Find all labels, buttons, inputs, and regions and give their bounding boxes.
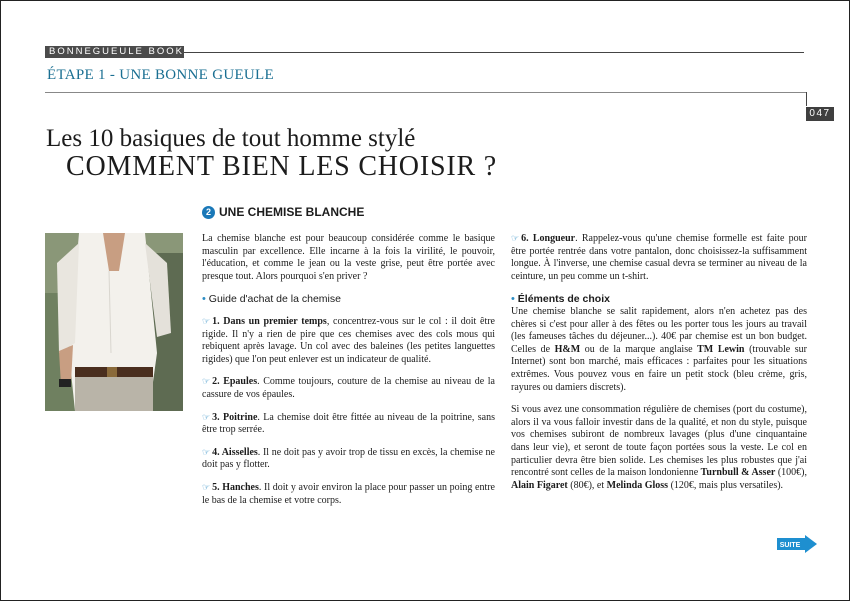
guide-item-body: . Il ne doit pas y avoir trop de tissu en excès, la chemise ne doit pas y flotter. xyxy=(202,446,495,471)
page-subtitle: COMMENT BIEN LES CHOISIR ? xyxy=(66,151,497,182)
text-run: (120€, mais plus versatiles). xyxy=(668,479,784,491)
guide-item xyxy=(202,412,495,437)
pointing-hand-icon: ☞ xyxy=(202,316,211,327)
guide-item xyxy=(202,376,495,401)
text-run: ou de la marque anglaise xyxy=(580,343,698,355)
guide-item-head: 5. Hanches xyxy=(212,481,259,493)
next-arrow-icon xyxy=(777,535,817,553)
section-heading-label: UNE CHEMISE BLANCHE xyxy=(219,205,365,219)
guide-item-body: , concentrez-vous sur le col : il doit être rigide. Il n'y a rien de pire que ces chemises avec des cols mous qui rebiquent après lavage. Un col avec des baleines (les petites languettes rigides) que l'on peut enlever est un indicateur de qualité. xyxy=(202,315,495,365)
pointing-hand-icon: ☞ xyxy=(202,482,211,493)
brand-name: Turnbull & Asser xyxy=(700,467,776,479)
text-run: (trouvable sur Internet) sont bon marché, mais efficaces : parfaites pour les situations extrêmes. Vous pouvez vous en faire un petit stock (bleu crème, gris, rayures ou damiers discrets). xyxy=(511,343,807,393)
pointing-hand-icon: ☞ xyxy=(511,234,520,244)
guide-item-body: . Comme toujours, couture de la chemise au niveau de la cassure de vos épaules. xyxy=(202,376,495,400)
guide-item xyxy=(202,447,495,472)
stage-title: ÉTAPE 1 - UNE BONNE GUEULE xyxy=(47,67,274,83)
guide-item-head: 1. Dans un premier temps xyxy=(212,315,327,327)
guide-item-head: 2. Epaules xyxy=(212,376,258,388)
stage-rule xyxy=(45,92,807,93)
guide-item xyxy=(202,316,495,366)
guide-item xyxy=(511,233,807,283)
elements-title xyxy=(511,293,807,306)
pointing-hand-icon: ☞ xyxy=(202,377,211,388)
page-number: 047 xyxy=(806,107,834,121)
brand-name: Alain Figaret xyxy=(511,479,568,491)
pointing-hand-icon: ☞ xyxy=(202,447,211,458)
brand-bar: BONNEGUEULE BOOK xyxy=(45,46,184,58)
shirt-photo xyxy=(45,233,183,411)
section-number-badge: 2 xyxy=(202,206,215,219)
elements-title-label: Éléments de choix xyxy=(517,293,610,306)
guide-item-body: . Il doit y avoir environ la place pour passer un poing entre le bas de la chemise et votre corps. xyxy=(202,481,495,506)
text-run: Si vous avez une consommation régulière de chemises (port du costume), alors il va vous falloir investir dans de la qualité, et non du style, puisque vos chemises subiront de nombreux lavages (plus d'une cinquantaine dans leur vie), et seront de toute façon portées sous la veste. Le col en particulier devra être bien solide. Les chemises les plus robustes que j'ai rencontré sont celles de la maison londonienne xyxy=(511,404,807,479)
elements-paragraph-1 xyxy=(511,306,807,394)
left-column xyxy=(202,233,495,517)
next-page-button[interactable] xyxy=(777,535,817,553)
guide-item-body: . La chemise doit être fittée au niveau de la poitrine, sans être trop serrée. xyxy=(202,411,495,436)
guide-item-head: 6. Longueur xyxy=(521,233,576,244)
guide-item-body: . Rappelez-vous qu'une chemise formelle est faite pour être portée rentrée dans votre pantalon, donc choisissez-la suffisamment longue. À l'inverse, une chemise casual devra se terminer au niveau de la ceinture, un peu comme un t-shirt. xyxy=(511,233,807,282)
right-column xyxy=(511,233,807,502)
guide-title-label: Guide d'achat de la chemise xyxy=(208,293,341,306)
guide-title xyxy=(202,293,495,306)
brand-name: Melinda Gloss xyxy=(606,479,669,491)
brand-name: TM Lewin xyxy=(697,343,745,355)
page-title: Les 10 basiques de tout homme stylé xyxy=(46,125,416,152)
elements-paragraph-2 xyxy=(511,404,807,492)
next-label: SUITE xyxy=(779,542,801,549)
text-run: Une chemise blanche se salit rapidement, alors n'en achetez pas des chères si c'est pour aller à des fêtes ou les porter tous les jours au travail (les fameuses tâches du déjeuner...). 40€ par chemise est un bon budget. Celles de xyxy=(511,305,807,355)
guide-item xyxy=(202,482,495,507)
intro-paragraph: La chemise blanche est pour beaucoup considérée comme le basique masculin par excellence. Elle incarne à la fois la virilité, le pouvoir, l'éducation, et comme le jean ou la veste grise, peut être portée avec presque tout. Alors pourquoi s'en priver ? xyxy=(202,233,495,282)
stage-rule-tick xyxy=(806,92,807,106)
bullet-icon: • xyxy=(511,293,515,306)
shirt-photo-illustration xyxy=(45,233,183,411)
text-run: (80€), et xyxy=(567,479,607,491)
section-heading xyxy=(202,205,364,219)
text-run: (100€), xyxy=(775,467,807,479)
header-rule xyxy=(184,52,804,53)
guide-item-head: 3. Poitrine xyxy=(212,411,258,423)
bullet-icon: • xyxy=(202,293,206,306)
pointing-hand-icon: ☞ xyxy=(202,412,211,423)
brand-name: H&M xyxy=(554,343,581,355)
guide-item-head: 4. Aisselles xyxy=(212,446,258,458)
